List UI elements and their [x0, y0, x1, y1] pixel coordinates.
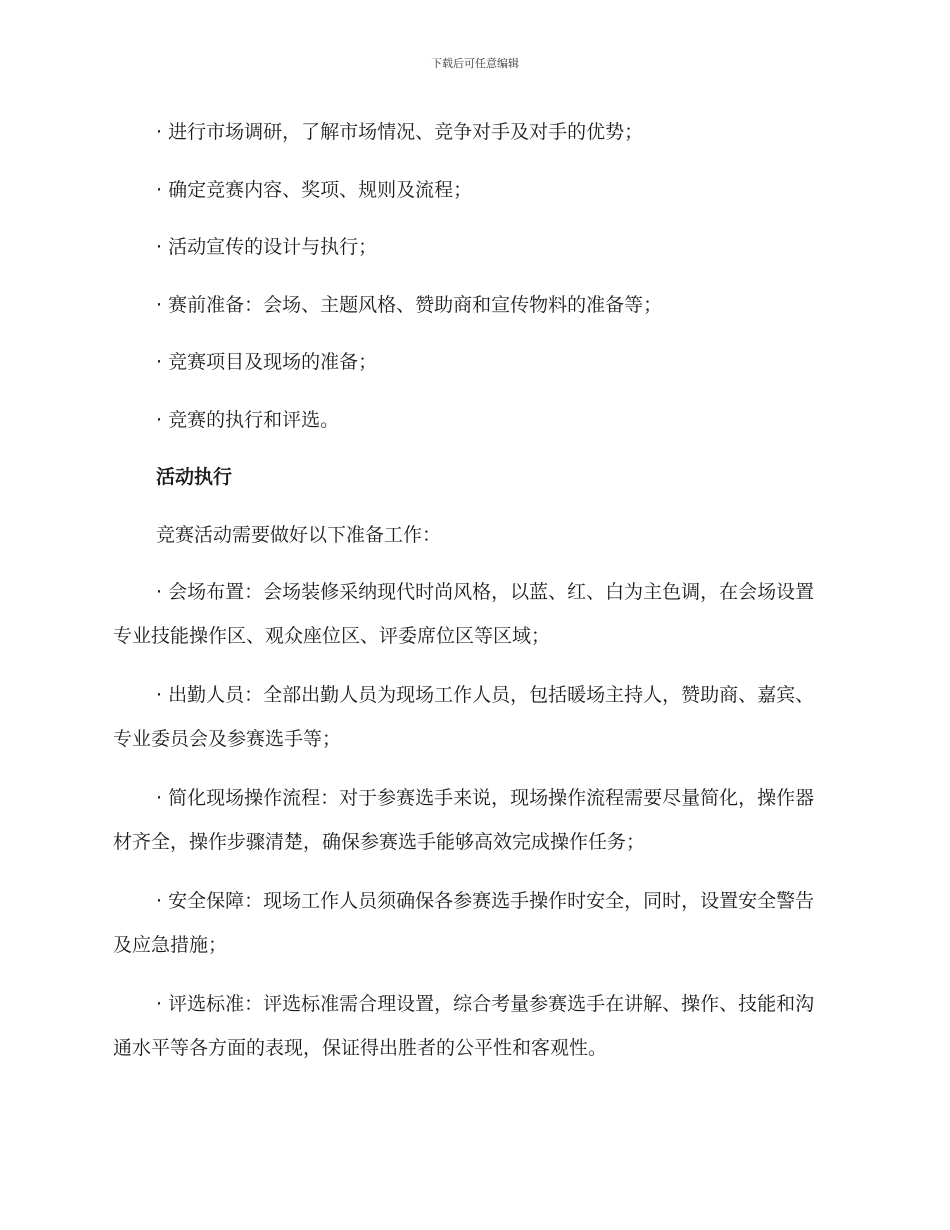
- list-item: · 赛前准备：会场、主题风格、赞助商和宣传物料的准备等；: [156, 293, 663, 316]
- list-item: · 安全保障：现场工作人员须确保各参赛选手操作时安全，同时，设置安全警告及应急措施；: [113, 890, 815, 956]
- document-body: [113, 110, 823, 1085]
- list-item: · 活动宣传的设计与执行；: [156, 236, 378, 258]
- list-item: · 进行市场调研，了解市场情况、竞争对手及对手的优势；: [156, 121, 644, 143]
- section-heading: 活动执行: [156, 466, 233, 488]
- list-item: · 会场布置：会场装修采纳现代时尚风格，以蓝、红、白为主色调，在会场设置专业技能操作区、观众座位区、评委席位区等区域；: [113, 581, 815, 647]
- intro-paragraph: 竞赛活动需要做好以下准备工作：: [156, 523, 442, 546]
- header-note: 下载后可任意编辑: [431, 57, 519, 70]
- list-item: · 竞赛的执行和评选。: [156, 408, 340, 431]
- list-item: · 出勤人员：全部出勤人员为现场工作人员，包括暖场主持人，赞助商、嘉宾、专业委员会及参赛选手等；: [113, 684, 815, 750]
- list-item: · 评选标准：评选标准需合理设置，综合考量参赛选手在讲解、操作、技能和沟通水平等各方面的表现，保证得出胜者的公平性和客观性。: [113, 993, 815, 1059]
- list-item: · 简化现场操作流程：对于参赛选手来说，现场操作流程需要尽量简化，操作器材齐全，操作步骤清楚，确保参赛选手能够高效完成操作任务；: [113, 787, 815, 853]
- list-item: · 确定竞赛内容、奖项、规则及流程；: [156, 178, 473, 201]
- list-item: · 竞赛项目及现场的准备；: [156, 351, 378, 373]
